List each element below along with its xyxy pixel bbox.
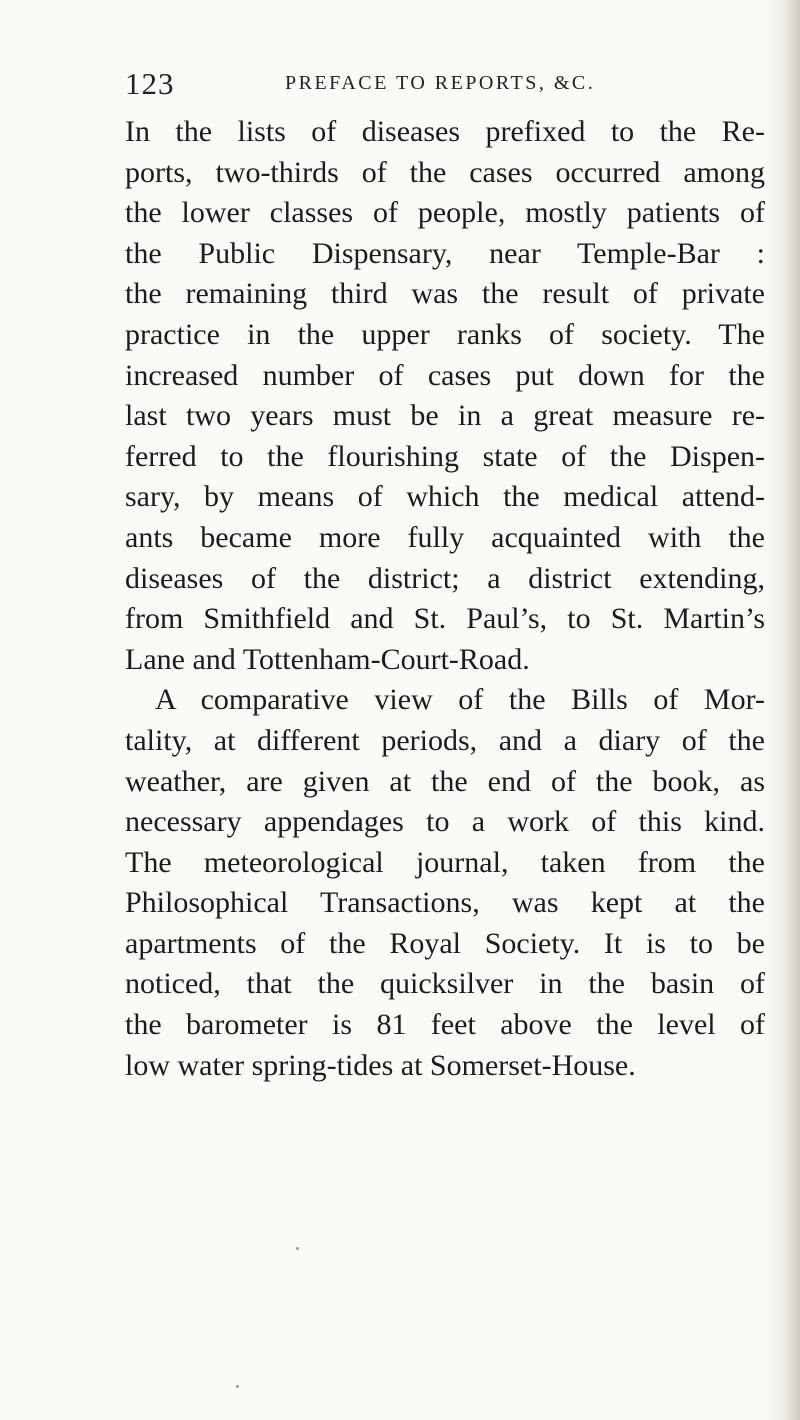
running-head (125, 66, 685, 106)
text-line: A comparative view of the Bills of Mor- (155, 683, 765, 717)
paragraph-1 (125, 112, 765, 680)
text-line: diseases of the district; a district extending, (125, 561, 765, 595)
text-line: Lane and Tottenham-Court-Road. (125, 642, 530, 676)
text-line: from Smithfield and St. Paul’s, to St. Martin’s (125, 602, 765, 636)
text-line: necessary appendages to a work of this kind. (125, 805, 765, 839)
text-line: the Public Dispensary, near Temple-Bar : (125, 236, 765, 270)
text-line: practice in the upper ranks of society. The (125, 317, 765, 351)
paper-speck (296, 1247, 299, 1250)
text-line: apartments of the Royal Society. It is to be (125, 926, 765, 960)
text-line: ants became more fully acquainted with the (125, 520, 765, 554)
text-line: the barometer is 81 feet above the level of (125, 1008, 765, 1042)
text-line: the lower classes of people, mostly patients of (125, 196, 765, 230)
text-line: low water spring-tides at Somerset-House. (125, 1048, 636, 1082)
text-line: noticed, that the quicksilver in the basin of (125, 967, 765, 1001)
text-line: Philosophical Transactions, was kept at the (125, 886, 765, 920)
text-line: In the lists of diseases prefixed to the Re- (125, 115, 765, 148)
text-line: sary, by means of which the medical attend- (125, 480, 765, 514)
text-line: the remaining third was the result of private (125, 277, 765, 311)
text-line: increased number of cases put down for the (125, 358, 765, 392)
text-line: tality, at different periods, and a diary of the (125, 723, 765, 757)
body-text (125, 112, 765, 1086)
text-line: weather, are given at the end of the book, as (125, 764, 765, 798)
page-number: 123 (125, 66, 175, 101)
text-line: The meteorological journal, taken from the (125, 845, 765, 879)
text-line: last two years must be in a great measure re- (125, 399, 765, 433)
running-head-title: PREFACE TO REPORTS, &C. (285, 72, 596, 94)
page-edge-shadow (766, 0, 800, 1420)
paper-speck (236, 1385, 239, 1388)
text-line: ferred to the flourishing state of the Dispen- (125, 439, 765, 473)
text-line: ports, two-thirds of the cases occurred among (125, 155, 765, 189)
paragraph-2 (125, 680, 765, 1086)
